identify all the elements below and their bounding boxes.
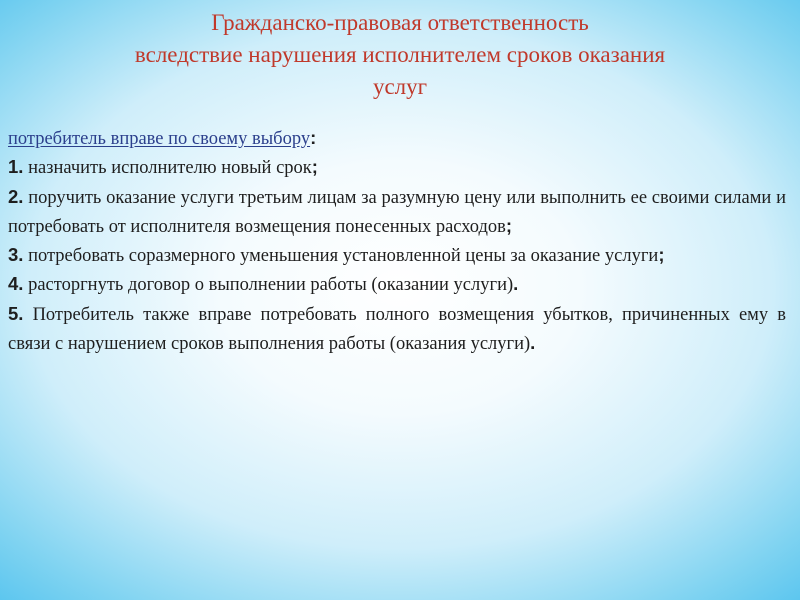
title-line-2: вследствие нарушения исполнителем сроков оказания — [134, 42, 666, 67]
item-text: Потребитель также вправе потребовать полного возмещения убытков, причиненных ему в связи с нарушением сроков выполнения работы (оказания услуги) — [8, 304, 786, 355]
item-text: поручить оказание услуги третьим лицам за разумную цену или выполнить ее своими силами и потребовать от исполнителя возмещения понесенных расходов — [8, 187, 786, 237]
list-item-1 — [8, 153, 786, 182]
list-item-5 — [8, 300, 786, 359]
intro-text: потребитель вправе по своему выбору — [8, 129, 311, 149]
title-line-1: Гражданско-правовая ответственность — [211, 10, 589, 35]
list-item-3 — [8, 241, 786, 270]
item-punctuation: ; — [311, 156, 318, 178]
item-punctuation: ; — [505, 214, 513, 236]
intro-line — [8, 124, 786, 153]
item-number: 5. — [8, 302, 24, 324]
slide-body — [8, 124, 786, 358]
item-number: 4. — [8, 273, 24, 295]
item-number: 3. — [8, 244, 24, 266]
item-punctuation: ; — [658, 244, 665, 266]
item-text: расторгнуть договор о выполнении работы (оказании услуги) — [23, 275, 514, 296]
item-text: потребовать соразмерного уменьшения установленной цены за оказание услуги — [23, 246, 659, 267]
intro-colon: : — [310, 127, 317, 148]
list-item-4 — [8, 270, 786, 299]
item-punctuation: . — [513, 273, 519, 295]
item-text: назначить исполнителю новый срок — [23, 158, 312, 179]
item-number: 1. — [8, 156, 24, 178]
item-punctuation: . — [530, 332, 536, 354]
list-item-2 — [8, 183, 786, 242]
title-line-3: услуг — [372, 74, 428, 99]
slide-title — [10, 7, 790, 103]
item-number: 2. — [8, 185, 24, 207]
